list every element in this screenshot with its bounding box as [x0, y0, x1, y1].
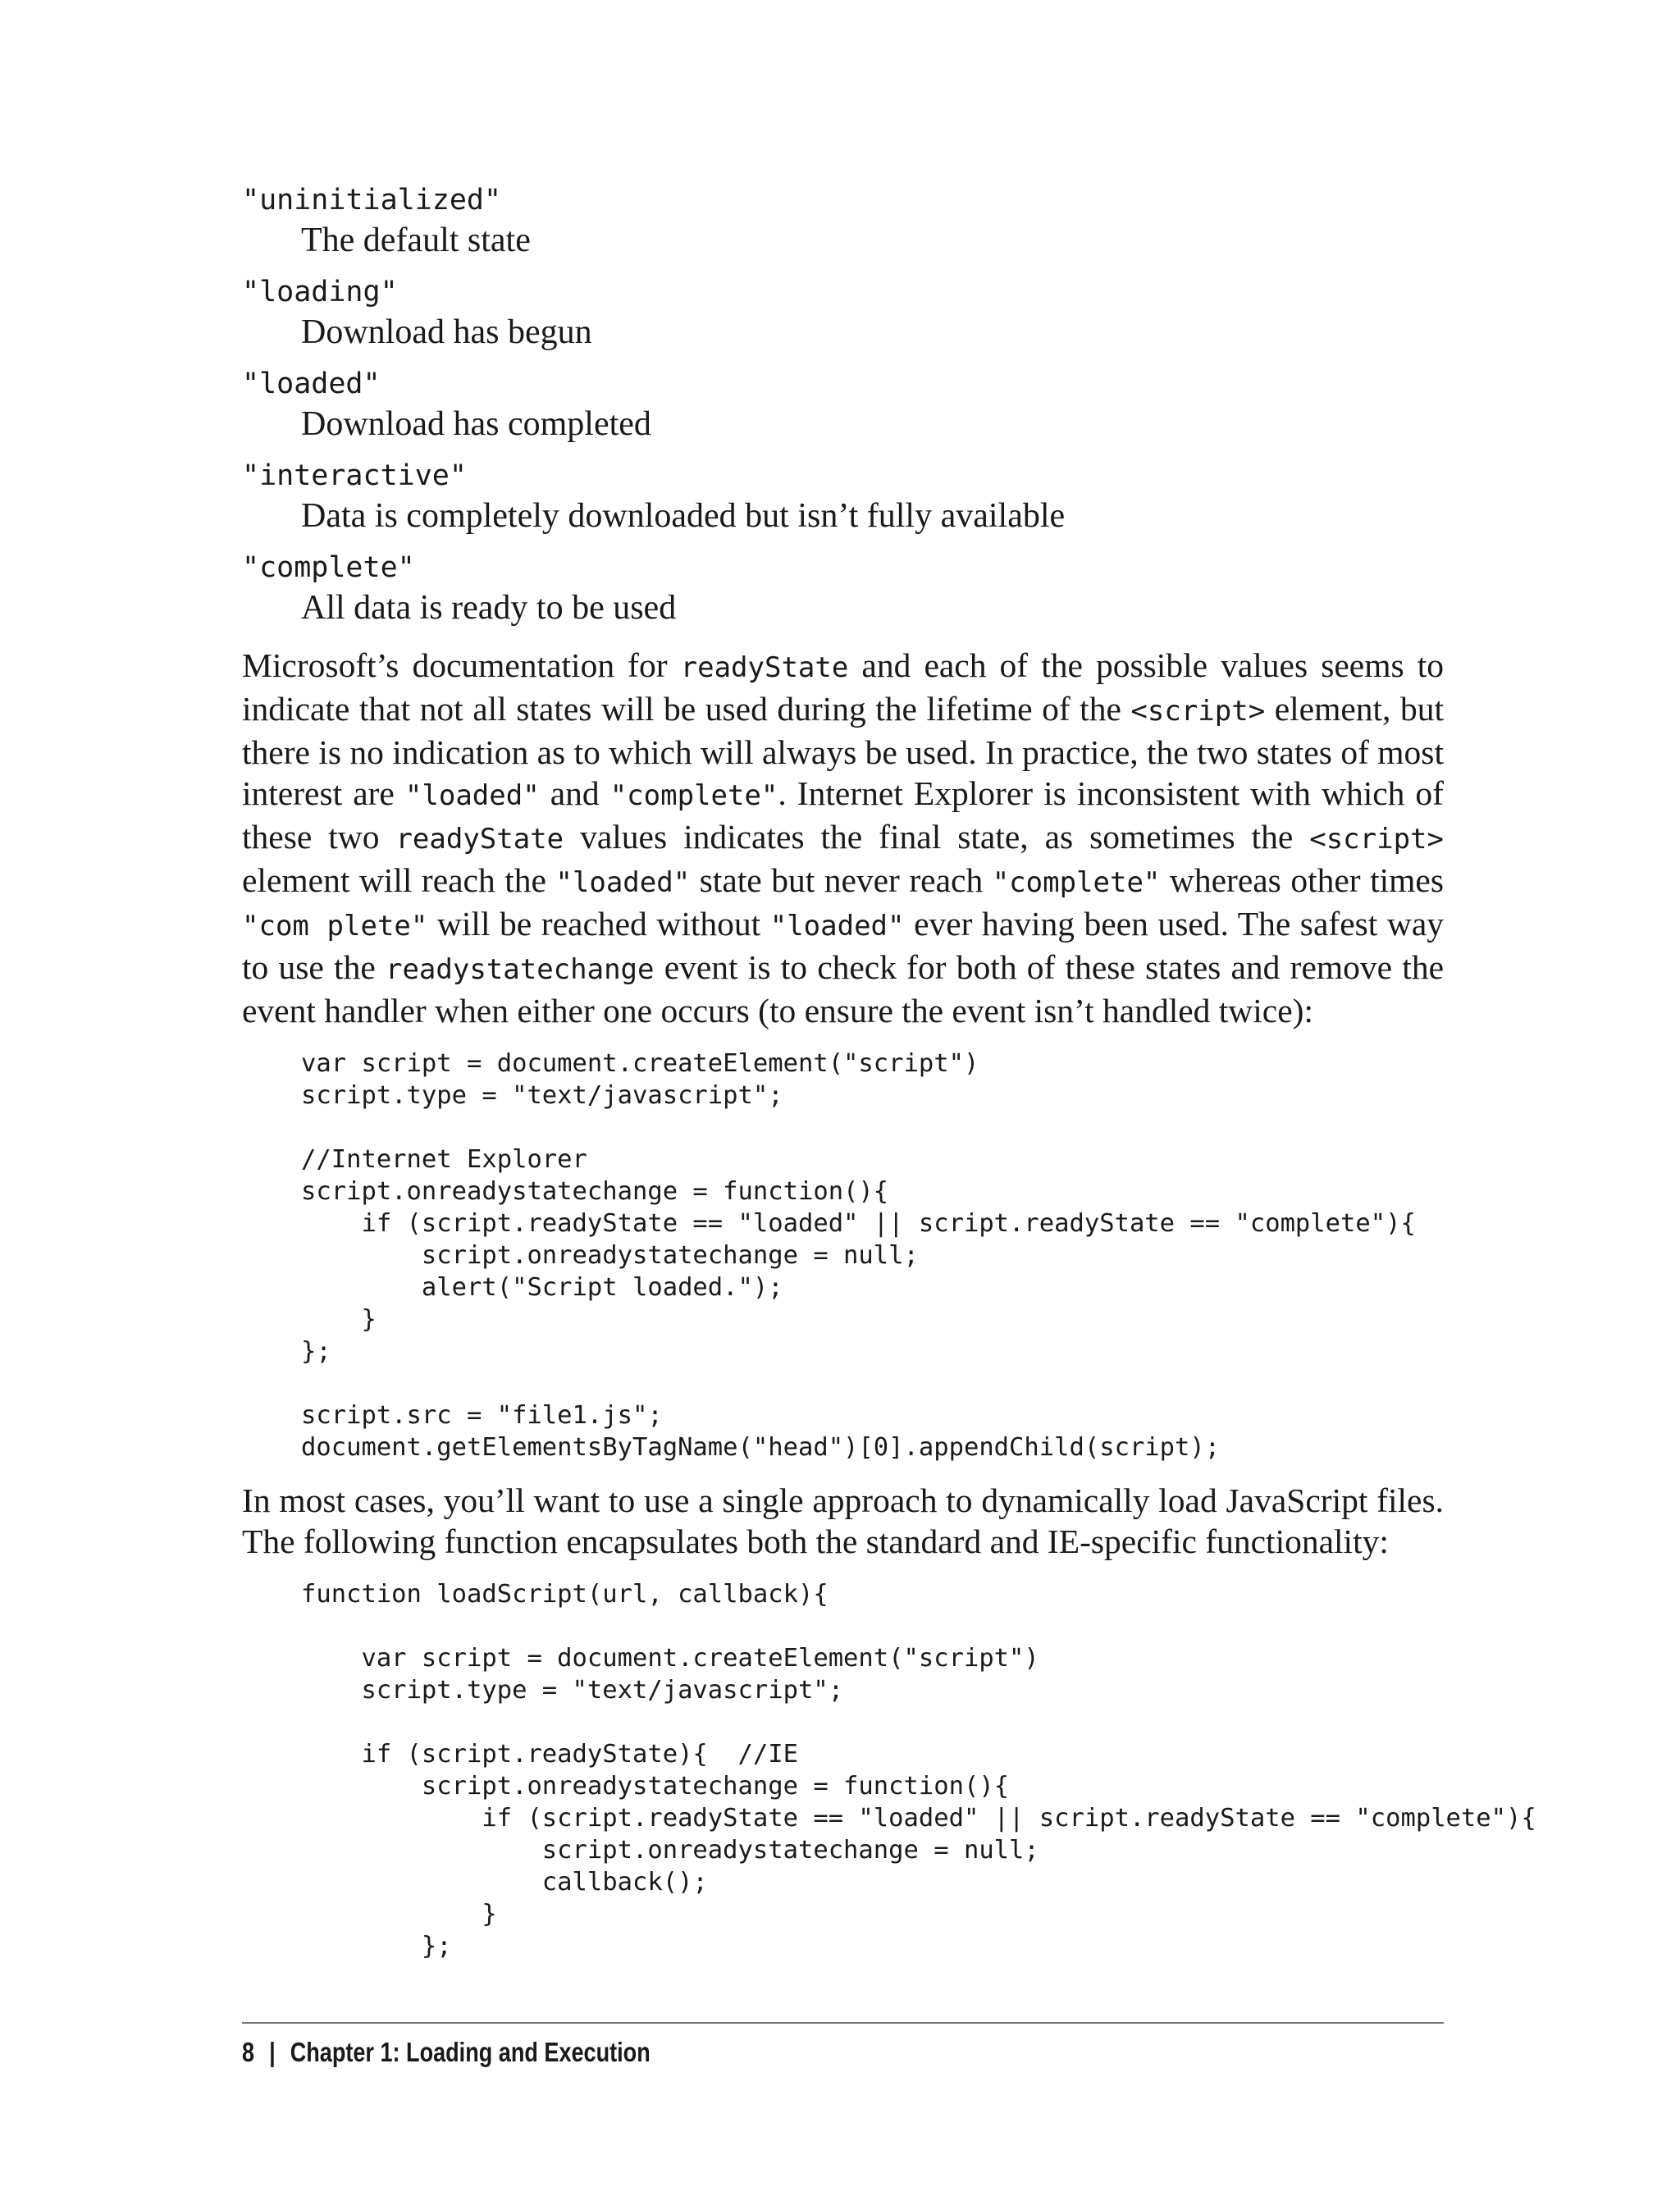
text-run: and — [539, 774, 610, 812]
definition-term: "uninitialized" — [242, 184, 502, 217]
page-body — [242, 180, 1536, 1979]
footer-separator: | — [269, 2037, 276, 2067]
definition-description: All data is ready to be used — [301, 589, 677, 627]
inline-code: "loaded" — [769, 910, 905, 943]
readystate-definition-list — [242, 180, 1444, 628]
code-listing-loadscript: function loadScript(url, callback){ var script = document.createElement("script") script.type = "text/javascript"; if (script.readyState){ //IE script.onreadystatechange = function(){ if (script.readyState == "loaded" || script.readyState == "complete"){ script.onreadystatechange = null; callback(); } }; — [301, 1580, 1536, 1961]
footer-rule — [242, 2022, 1444, 2024]
inline-code: "complete" — [992, 866, 1161, 899]
definition-term: "interactive" — [242, 459, 467, 492]
inline-code: <script> — [1130, 695, 1266, 728]
text-run: ever having been used. The safest way to use the — [242, 905, 1444, 986]
inline-code: <script> — [1309, 823, 1444, 856]
definition-description: Download has completed — [301, 405, 651, 443]
inline-code: readyState — [680, 651, 849, 684]
definition-term: "loaded" — [242, 368, 381, 400]
inline-code: "loaded" — [555, 866, 691, 899]
text-run: and each of the possible values seems to indicate that not all states will be used during the lifetime of the — [242, 646, 1444, 728]
text-run: event is to check for both of these states and remove the event handler when either one occurs (to ensure the event isn’t handled twice): — [242, 948, 1444, 1029]
text-run: values indicates the final state, as sometimes the — [564, 818, 1310, 856]
definition-term: "complete" — [242, 551, 415, 584]
inline-code: "com plete" — [242, 910, 428, 943]
text-run: will be reached without — [427, 905, 770, 943]
text-run: . Internet Explorer is inconsistent with which of these two — [242, 774, 1445, 856]
definition-description: The default state — [301, 221, 531, 259]
inline-code: readyState — [395, 823, 564, 856]
text-run: element, but there is no indication as to which will always be used. In practice, the two states of most interest are — [242, 690, 1444, 812]
text-run: state but never reach — [690, 861, 993, 899]
text-run: whereas other times — [1160, 861, 1444, 899]
definition-description: Data is completely downloaded but isn’t fully available — [301, 497, 1066, 535]
text-run: element will reach the — [242, 861, 556, 899]
page-footer — [242, 2034, 651, 2070]
text-run: Microsoft’s documentation for — [242, 646, 681, 684]
body-paragraph-readystate — [242, 645, 1444, 1031]
inline-code: "loaded" — [404, 779, 540, 812]
definition-description: Download has begun — [301, 313, 592, 351]
body-paragraph-loadscript: In most cases, you’ll want to use a single approach to dynamically load JavaScript files. The following function encapsulates both the standard and IE-specific functionality: — [242, 1481, 1444, 1560]
inline-code: readystatechange — [385, 953, 655, 986]
page-number: 8 — [242, 2037, 255, 2067]
chapter-title: Chapter 1: Loading and Execution — [290, 2037, 651, 2067]
definition-term: "loading" — [242, 276, 398, 308]
code-listing-ie-readystate: var script = document.createElement("script") script.type = "text/javascript"; //Internet Explorer script.onreadystatechange = function(){ if (script.readyState == "loaded" || script.readyState == "complete"){ script.onreadystatechange = null; alert("Script loaded."); } }; script.src = "file1.js"; document.getElementsByTagName("head")[0].appendChild(script); — [301, 1049, 1416, 1462]
inline-code: "complete" — [609, 779, 778, 812]
